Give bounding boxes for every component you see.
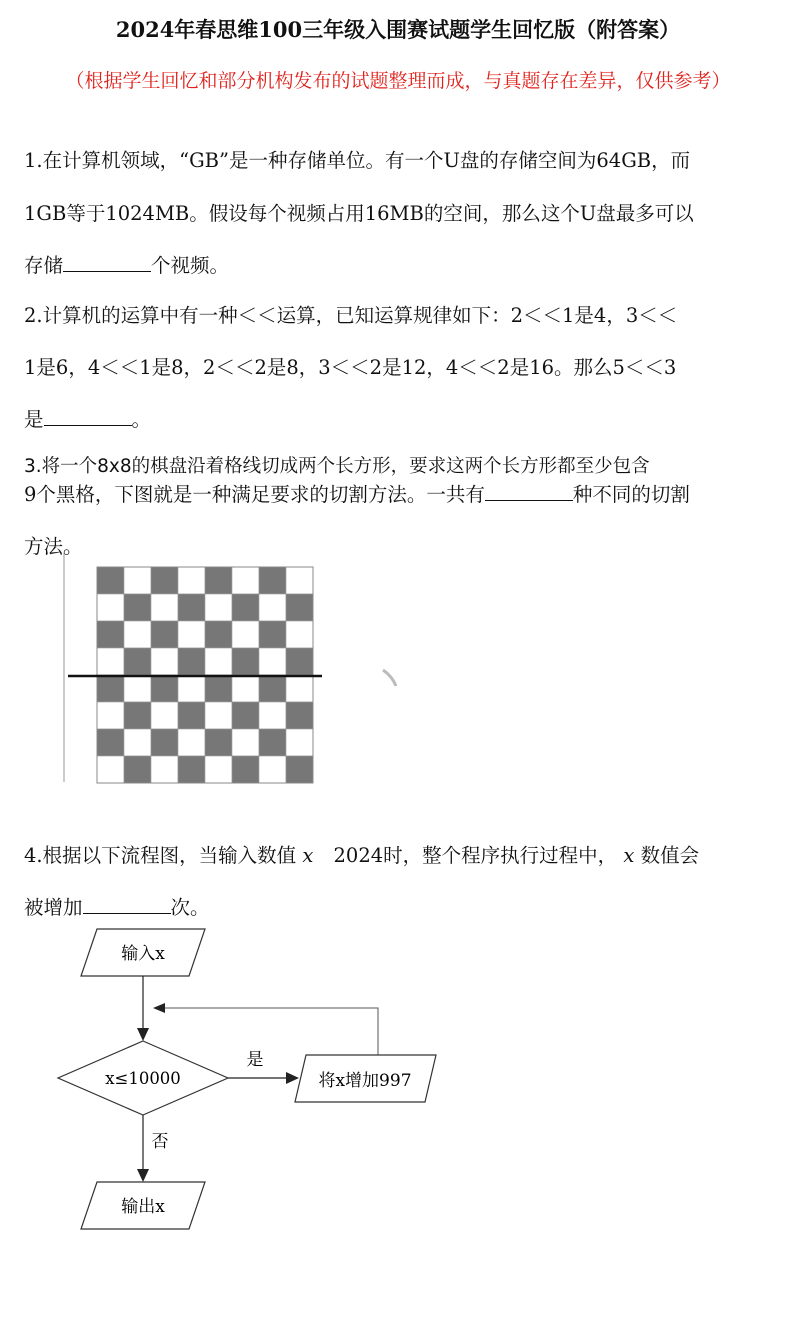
q4-text-before: 4.根据以下流程图，当输入数值 (24, 844, 297, 867)
q1-line2: 1GB等于1024MB。假设每个视频占用16MB的空间，那么这个U盘最多可以 (24, 202, 694, 225)
board-cell-dark (97, 729, 124, 756)
board-cell-dark (259, 729, 286, 756)
board-cell-light (286, 621, 313, 648)
board-cell-dark (97, 567, 124, 594)
board-cell-light (259, 594, 286, 621)
q2-line1: 2.计算机的运算中有一种＜＜运算，已知运算规律如下：2＜＜1是4，3＜＜ (24, 304, 678, 327)
q4-text-after-2: 次。 (170, 896, 210, 919)
board-cell-dark (178, 756, 205, 783)
board-cell-dark (205, 675, 232, 702)
board-cell-light (124, 567, 151, 594)
board-cell-dark (124, 648, 151, 675)
q1-line1: 1.在计算机领域，“GB”是一种存储单位。有一个U盘的存储空间为64GB，而 (24, 149, 691, 172)
board-cell-dark (124, 594, 151, 621)
board-cell-light (178, 567, 205, 594)
board-cell-light (259, 756, 286, 783)
board-cell-light (232, 675, 259, 702)
arrowhead-loop (153, 1003, 165, 1013)
board-cell-dark (151, 567, 178, 594)
board-cell-light (151, 594, 178, 621)
board-cell-light (286, 675, 313, 702)
condition-label: x≤10000 (105, 1069, 181, 1088)
page-title: 2024年春思维100三年级入围赛试题学生回忆版（附答案） (115, 17, 681, 42)
q4-answer-blank[interactable] (83, 895, 171, 914)
board-cell-light (178, 621, 205, 648)
board-cell-light (97, 702, 124, 729)
loop-back-line (163, 1008, 378, 1055)
board-cell-dark (178, 594, 205, 621)
board-cell-light (151, 702, 178, 729)
board-cell-light (97, 594, 124, 621)
board-cell-light (151, 648, 178, 675)
q4-text-mid: 2024时，整个程序执行过程中， (333, 844, 618, 867)
board-cell-light (124, 675, 151, 702)
arrowhead-yes (286, 1072, 299, 1084)
action-label: 将x增加997 (318, 1071, 412, 1091)
board-cell-dark (205, 621, 232, 648)
q2-line2: 1是6，4＜＜1是8，2＜＜2是8，3＜＜2是12，4＜＜2是16。那么5＜＜3 (24, 356, 677, 379)
board-cell-light (232, 621, 259, 648)
board-cell-light (205, 756, 232, 783)
q2-text-before: 是 (24, 408, 44, 431)
board-cell-light (286, 729, 313, 756)
watermark-mark (383, 670, 396, 686)
board-cell-dark (124, 702, 151, 729)
board-cell-dark (286, 756, 313, 783)
board-cell-dark (205, 567, 232, 594)
arrowhead-to-condition (137, 1028, 149, 1041)
board-cell-dark (151, 729, 178, 756)
board-cell-dark (124, 756, 151, 783)
arrowhead-no (137, 1169, 149, 1182)
board-cell-dark (259, 621, 286, 648)
q4-line2 (24, 892, 210, 920)
no-label: 否 (151, 1132, 169, 1152)
board-cell-dark (151, 621, 178, 648)
board-cell-light (232, 729, 259, 756)
output-label: 输出x (121, 1197, 165, 1217)
q1-text-after: 个视频。 (151, 254, 230, 277)
board-cell-dark (232, 648, 259, 675)
board-cell-light (232, 567, 259, 594)
q3-text-before: 9个黑格，下图就是一种满足要求的切割方法。一共有 (24, 483, 485, 506)
board-cell-dark (205, 729, 232, 756)
q3-line3: 方法。 (24, 535, 83, 558)
q3-line1: 3.将一个8x8的棋盘沿着格线切成两个长方形，要求这两个长方形都至少包含 (24, 456, 650, 477)
yes-label: 是 (246, 1050, 264, 1070)
board-cell-light (205, 594, 232, 621)
flowchart (58, 929, 436, 1229)
board-cell-dark (178, 702, 205, 729)
board-cell-dark (286, 702, 313, 729)
board-cell-light (124, 621, 151, 648)
q4-text-before-2: 被增加 (24, 896, 83, 919)
board-cell-light (97, 756, 124, 783)
q4-var-x: x (302, 844, 314, 867)
board-cell-light (97, 648, 124, 675)
board-cell-light (151, 756, 178, 783)
board-cell-dark (259, 675, 286, 702)
q4-text-after: 数值会 (640, 844, 700, 867)
board-cell-light (286, 567, 313, 594)
q4-line1 (24, 840, 699, 868)
board-cell-light (259, 702, 286, 729)
disclaimer-notice: （根据学生回忆和部分机构发布的试题整理而成，与真题存在差异，仅供参考） (65, 70, 731, 92)
q4-var-x-2: x (623, 844, 635, 867)
board-cell-dark (178, 648, 205, 675)
board-cell-light (178, 675, 205, 702)
board-cell-dark (286, 594, 313, 621)
board-cell-light (205, 648, 232, 675)
board-cell-light (178, 729, 205, 756)
q1-text-before: 存储 (24, 254, 64, 277)
board-cell-light (259, 648, 286, 675)
board-cell-dark (97, 621, 124, 648)
q3-text-after: 种不同的切割 (572, 483, 690, 506)
board-cell-dark (259, 567, 286, 594)
board-cell-dark (151, 675, 178, 702)
board-cell-dark (97, 675, 124, 702)
board-cell-dark (232, 756, 259, 783)
board-cell-dark (232, 702, 259, 729)
board-cell-light (124, 729, 151, 756)
board-cell-light (205, 702, 232, 729)
q2-text-after: 。 (131, 408, 152, 431)
input-label: 输入x (121, 944, 165, 964)
board-cell-dark (232, 594, 259, 621)
board-cell-dark (286, 648, 313, 675)
